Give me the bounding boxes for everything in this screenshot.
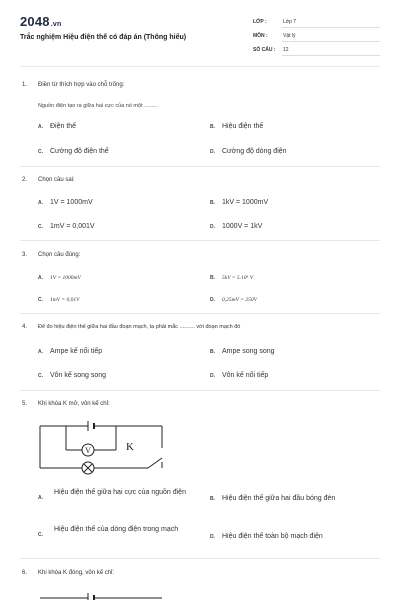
divider [282,27,380,28]
question-divider [20,240,380,241]
option-d[interactable]: D. Vôn kế nối tiếp [210,372,269,379]
option-b[interactable]: B. 5kV = 5.10⁶ V [210,275,254,281]
question-divider [20,390,380,391]
option-d[interactable]: D. Cường độ dòng điện [210,148,287,155]
divider [282,41,380,42]
option-c[interactable]: C. Vôn kế song song [38,372,107,379]
meta-subject: MÔN : Vật lý [253,33,296,39]
question-text: Để đo hiệu điện thế giữa hai đầu đoạn mạch, ta phải mắc .......... với đoạn mạch đó [38,324,241,330]
option-b[interactable]: B. Hiệu điện thế [210,123,264,130]
option-b[interactable]: B. Ampe song song [210,348,275,355]
option-a[interactable]: A. Điện thế [38,123,77,130]
question-text: Khi khóa K mở, vôn kế chỉ: [38,401,110,407]
question-divider [20,166,380,167]
question-divider [20,558,380,559]
question-text: Chọn câu đúng: [38,252,81,258]
option-a[interactable]: A. Ampe kế nối tiếp [38,348,103,355]
question-text: Khi khóa K đóng, vôn kế chỉ: [38,570,115,576]
question-divider [20,313,380,314]
circuit-diagram [36,588,176,600]
meta-class: LỚP : Lớp 7 [253,19,297,25]
option-c[interactable]: C. Hiệu điện thế của dòng điện trong mạch [38,526,179,538]
option-d[interactable]: D. Hiệu điện thế toàn bộ mạch điện [210,533,323,540]
site-logo[interactable]: 2048.vn [20,14,62,29]
option-d[interactable]: D. 0,25mV = 250V [210,297,257,303]
question-text: Điền từ thích hợp vào chỗ trống: [38,82,125,88]
circuit-diagram [36,418,176,478]
option-a[interactable]: A. 1V = 1000mV [38,275,81,281]
option-c[interactable]: C. Cường độ điện thế [38,148,109,155]
page-title: Trắc nghiệm Hiệu điện thế có đáp án (Thông hiểu) [20,34,187,41]
question-text: Chọn câu sai: [38,177,75,183]
option-a[interactable]: A. 1V = 1000mV [38,199,93,206]
divider [282,55,380,56]
meta-count: SỐ CÂU : 12 [253,47,289,53]
option-d[interactable]: D. 1000V = 1kV [210,223,263,230]
page-header [0,0,400,64]
header-divider [20,66,380,67]
option-c[interactable]: C. 1mV = 0,01V [38,297,80,303]
option-b[interactable]: B. 1kV = 1000mV [210,199,269,206]
voltmeter-label: V [85,446,91,455]
option-c[interactable]: C. 1mV = 0,001V [38,223,95,230]
switch-label: K [126,441,134,453]
option-a[interactable]: A. Hiệu điện thế giữa hai cực của nguồn điện [38,489,186,501]
option-b[interactable]: B. Hiệu điện thế giữa hai đầu bóng đèn [210,495,336,502]
question-subtext: Nguồn điện tạo ra giữa hai cực của nó một ......... [38,103,158,109]
